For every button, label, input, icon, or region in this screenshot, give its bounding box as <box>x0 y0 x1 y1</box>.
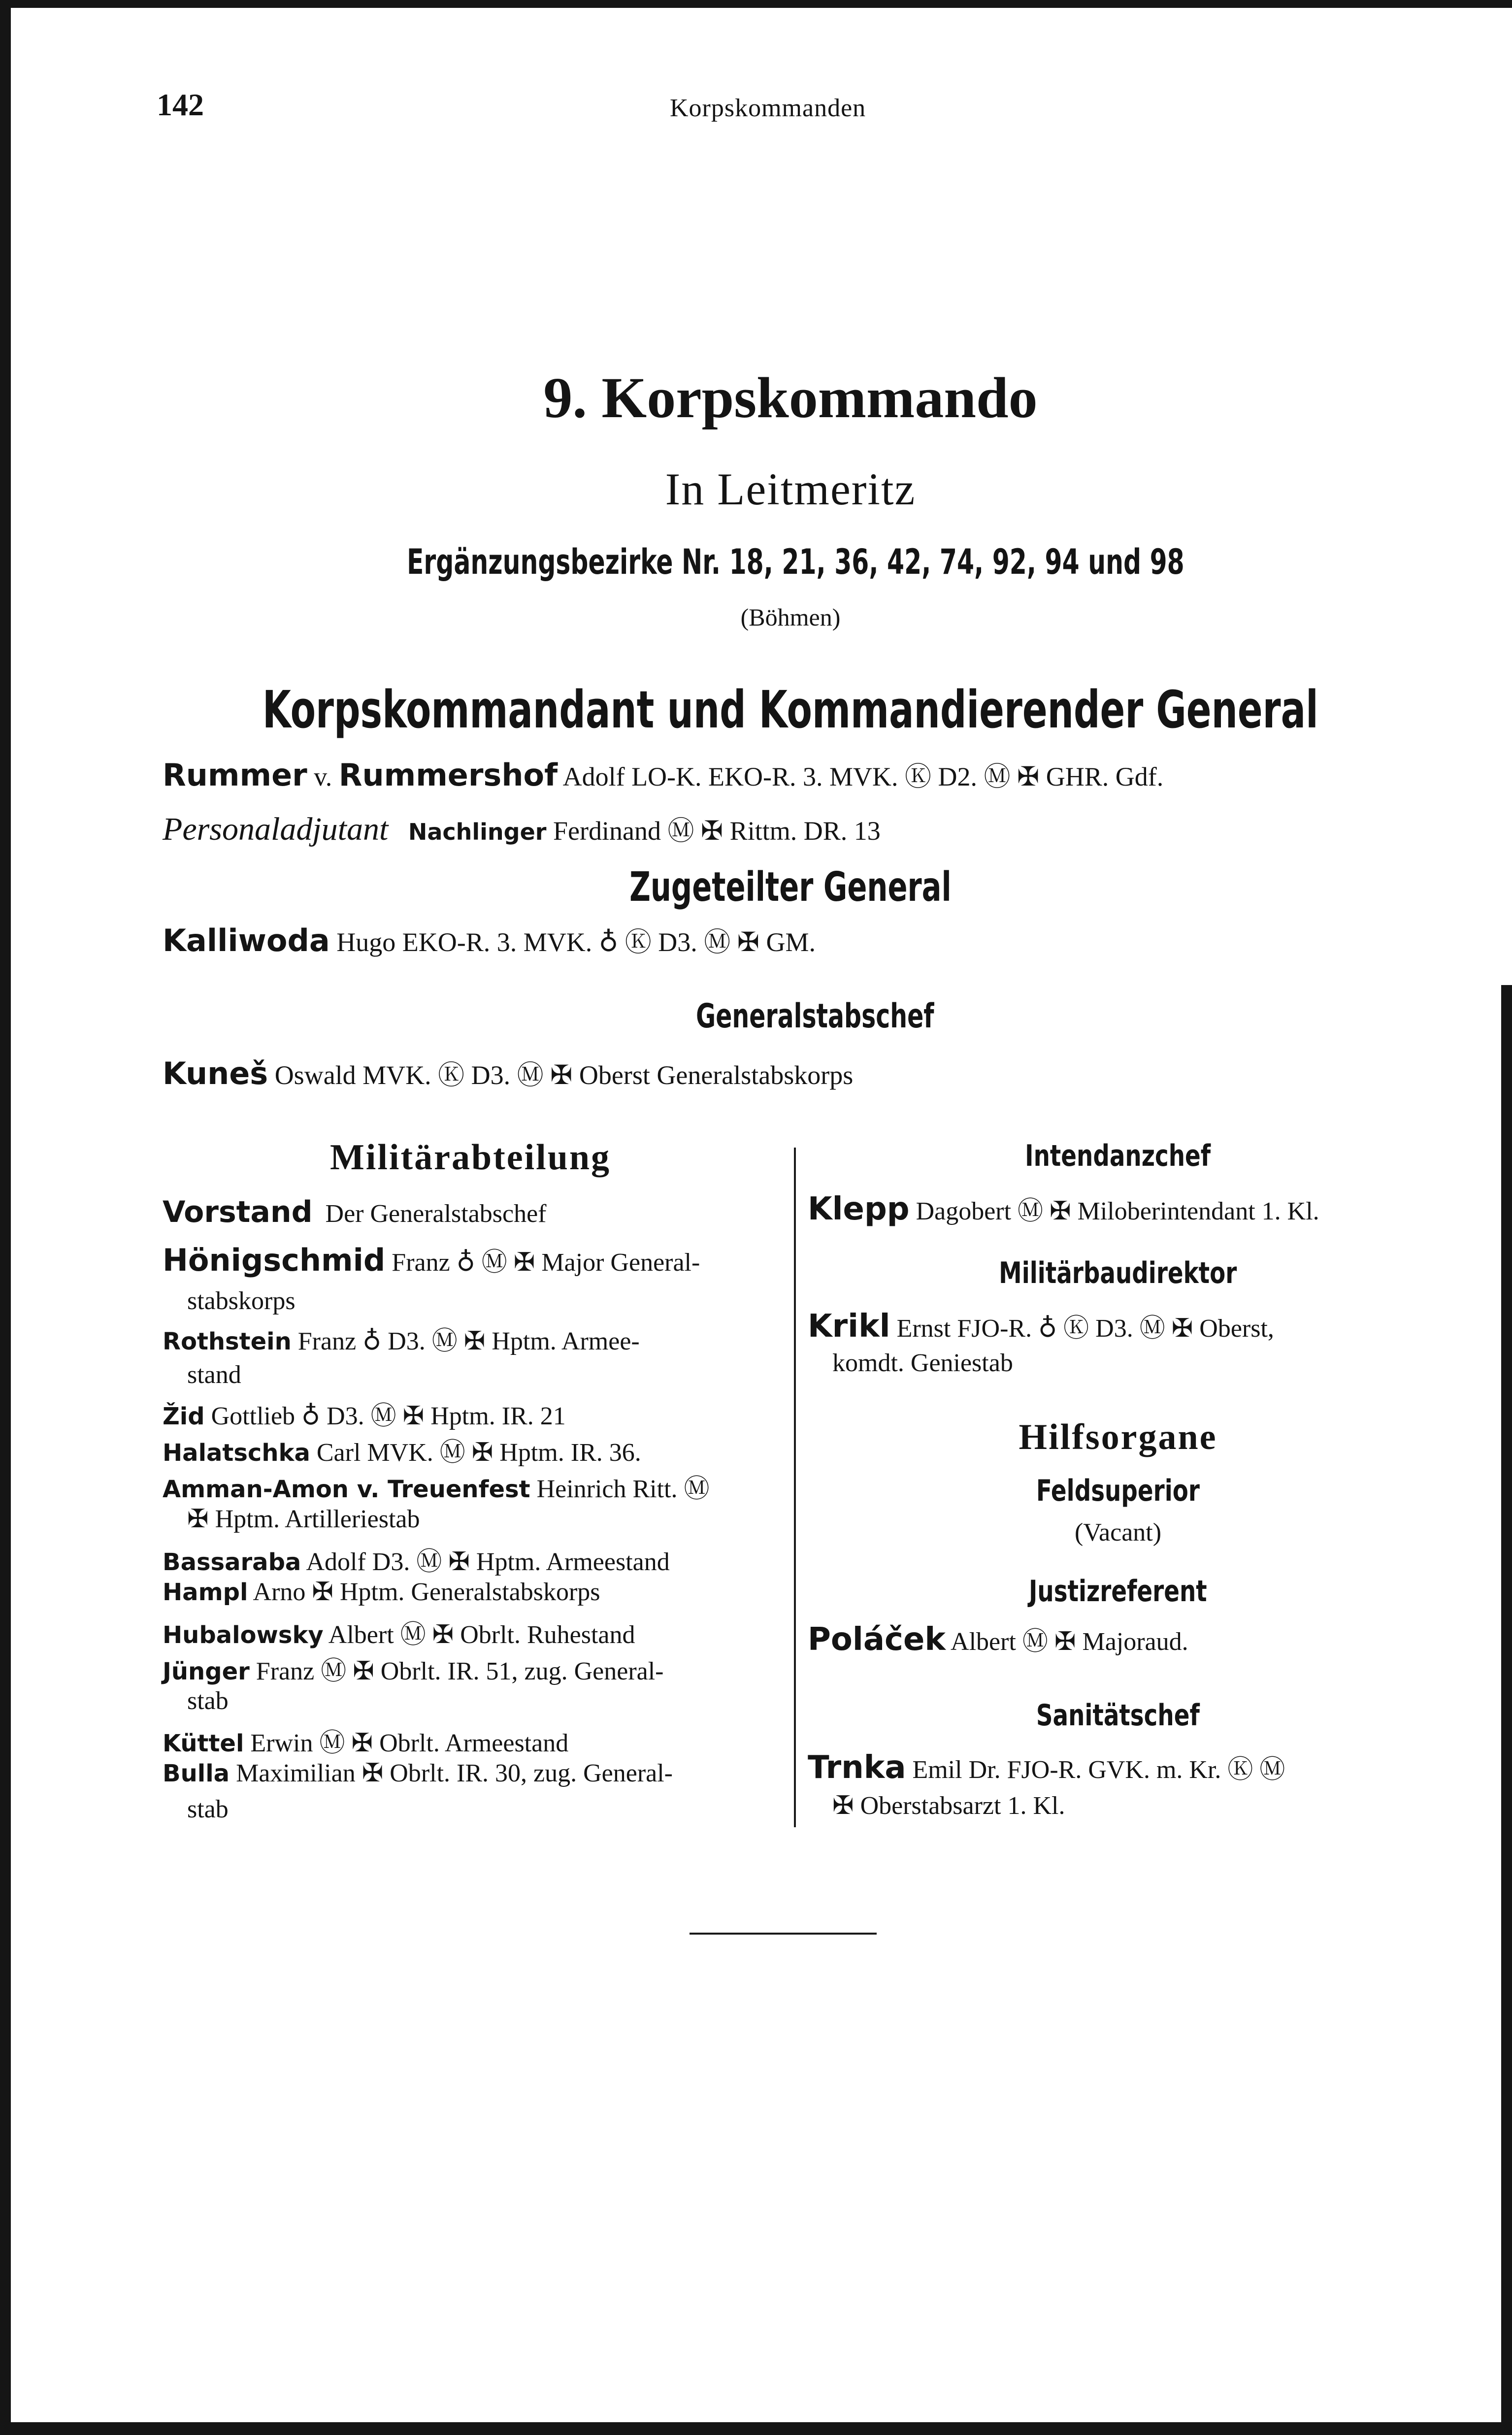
page-title: 9. Korpskommando <box>543 365 1038 430</box>
justiz-heading-text: Justizreferent <box>1029 1574 1207 1609</box>
entry-name: Bassaraba <box>163 1548 301 1576</box>
commander-surname: Rummer <box>163 757 307 793</box>
intendanz-heading <box>808 1139 1428 1173</box>
footer-rule <box>690 1933 877 1935</box>
entry-text: Franz ♁ D3. Ⓜ ✠ Hptm. Armee- <box>297 1327 640 1355</box>
entry-text: stand <box>187 1361 241 1389</box>
chief-of-staff-heading <box>0 997 1512 1036</box>
baudirektor-heading <box>808 1256 1428 1290</box>
feldsuperior-heading <box>808 1474 1428 1508</box>
entry-text: stab <box>187 1687 229 1715</box>
list-item <box>187 1795 229 1824</box>
assigned-general-heading-text: Zugeteilter General <box>629 864 952 911</box>
list-item <box>187 1686 229 1715</box>
intendanz-name: Klepp <box>808 1191 910 1227</box>
vorstand-entry <box>163 1195 547 1229</box>
list-item <box>187 1504 420 1534</box>
entry-text: Heinrich Ritt. Ⓜ <box>536 1475 710 1503</box>
baudirektor-entry <box>808 1307 1274 1345</box>
commander-second-name: Rummershof <box>338 757 558 793</box>
list-item <box>163 1431 641 1468</box>
feldsuperior-text: (Vacant) <box>1074 1518 1162 1547</box>
list-item <box>163 1758 673 1788</box>
assigned-general-surname: Kalliwoda <box>163 922 330 958</box>
section-heading-text: Korpskommandant und Kommandierender General <box>263 680 1318 740</box>
list-item <box>163 1395 566 1432</box>
chief-of-staff-details: MVK. Ⓚ D3. Ⓜ ✠ Oberst Generalstabskorps <box>362 1060 854 1090</box>
list-item <box>163 1541 670 1578</box>
adjutant-given: Ferdinand <box>553 816 661 846</box>
commander-section-heading <box>0 680 1512 740</box>
baudirektor-name: Krikl <box>808 1308 890 1345</box>
sanitaet-name: Trnka <box>808 1749 906 1786</box>
list-item <box>187 1286 296 1316</box>
adjutant-details: Ⓜ ✠ Rittm. DR. 13 <box>667 816 881 846</box>
entry-name: Amman-Amon v. Treuenfest <box>163 1476 530 1503</box>
intendanz-text: Dagobert Ⓜ ✠ Miloberintendant 1. Kl. <box>916 1197 1319 1225</box>
sanitaet-text: Emil Dr. FJO-R. GVK. m. Kr. Ⓚ Ⓜ <box>912 1756 1285 1784</box>
entry-name: Hampl <box>163 1579 248 1606</box>
scan-edge-bottom <box>0 2422 1512 2435</box>
commander-particle: v. <box>314 762 332 791</box>
chief-of-staff-surname: Kuneš <box>163 1055 268 1091</box>
entry-name: Bulla <box>163 1760 230 1787</box>
baudirektor-text: Ernst FJO-R. ♁ Ⓚ D3. Ⓜ ✠ Oberst, <box>896 1315 1274 1343</box>
sanitaet-entry <box>808 1748 1285 1786</box>
scan-edge-top <box>0 0 1512 8</box>
entry-text: ✠ Hptm. Artilleriestab <box>187 1505 420 1533</box>
entry-name: Halatschka <box>163 1439 310 1467</box>
sanitaet-heading <box>808 1698 1428 1733</box>
list-item <box>163 1650 663 1687</box>
vorstand-text: Der Generalstabschef <box>325 1200 547 1228</box>
list-item <box>163 1241 700 1278</box>
sanitaet-heading-text: Sanitätschef <box>1036 1698 1200 1733</box>
region-label: (Böhmen) <box>740 603 841 631</box>
intendanz-entry <box>808 1190 1319 1227</box>
assigned-general-entry <box>163 921 816 959</box>
page-subtitle: In Leitmeritz <box>665 464 916 514</box>
recruitment-districts <box>0 542 1512 583</box>
entry-text: Franz ♁ Ⓜ ✠ Major General- <box>392 1249 700 1277</box>
adjutant-role: Personaladjutant <box>163 811 389 847</box>
entry-text: stabskorps <box>187 1287 296 1315</box>
list-item <box>163 1468 710 1505</box>
feldsuperior-heading-text: Feldsuperior <box>1036 1474 1200 1508</box>
entry-text: Maximilian ✠ Obrlt. IR. 30, zug. General- <box>236 1759 673 1787</box>
entry-text: stab <box>187 1795 229 1823</box>
districts-text: Ergänzungsbezirke Nr. 18, 21, 36, 42, 74, 92, 94 und 98 <box>406 542 1184 582</box>
entry-text: Franz Ⓜ ✠ Obrlt. IR. 51, zug. General- <box>256 1657 664 1685</box>
justiz-heading <box>808 1574 1428 1609</box>
entry-text: Gottlieb ♁ D3. Ⓜ ✠ Hptm. IR. 21 <box>211 1402 566 1430</box>
assigned-general-heading <box>0 864 1512 911</box>
scan-edge-right <box>1501 985 1512 2435</box>
assigned-general-details: EKO-R. 3. MVK. ♁ Ⓚ D3. Ⓜ ✠ GM. <box>402 927 816 957</box>
entry-text: Arno ✠ Hptm. Generalstabskorps <box>253 1578 600 1606</box>
entry-name: Rothstein <box>163 1328 292 1355</box>
chief-of-staff-given: Oswald <box>274 1060 356 1090</box>
baudirektor-entry-continued: komdt. Geniestab <box>832 1349 1013 1377</box>
justiz-name: Poláček <box>808 1621 946 1658</box>
justiz-text: Albert Ⓜ ✠ Majoraud. <box>951 1628 1188 1656</box>
adjutant-surname: Nachlinger <box>408 819 547 845</box>
entry-name: Küttel <box>163 1730 244 1757</box>
chief-of-staff-heading-text: Generalstabschef <box>696 997 934 1036</box>
entry-name: Jünger <box>163 1658 250 1685</box>
list-item <box>163 1577 600 1607</box>
list-item <box>187 1360 241 1389</box>
running-head: Korpskommanden <box>670 94 866 122</box>
entry-name: Žid <box>163 1403 205 1430</box>
vorstand-label: Vorstand <box>163 1195 313 1229</box>
entry-text: Erwin Ⓜ ✠ Obrlt. Armeestand <box>250 1729 569 1757</box>
intendanz-heading-text: Intendanzchef <box>1025 1139 1211 1173</box>
list-item <box>163 1320 640 1357</box>
justiz-entry <box>808 1620 1188 1658</box>
entry-text: Albert Ⓜ ✠ Obrlt. Ruhestand <box>328 1621 635 1649</box>
entry-text: Carl MVK. Ⓜ ✠ Hptm. IR. 36. <box>316 1439 641 1467</box>
assigned-general-given: Hugo <box>336 927 396 957</box>
entry-name: Hubalowsky <box>163 1621 324 1649</box>
entry-text: Adolf D3. Ⓜ ✠ Hptm. Armeestand <box>306 1548 670 1576</box>
chief-of-staff-entry <box>163 1054 853 1092</box>
adjutant-entry <box>163 810 881 848</box>
entry-name: Hönigschmid <box>163 1242 386 1278</box>
list-item <box>163 1722 568 1759</box>
militaerabteilung-heading: Militärabteilung <box>329 1137 611 1178</box>
page-number: 142 <box>157 87 204 122</box>
sanitaet-entry-continued: ✠ Oberstabsarzt 1. Kl. <box>832 1792 1065 1820</box>
commander-given: Adolf <box>562 762 625 791</box>
list-item <box>163 1613 635 1650</box>
column-divider <box>794 1148 796 1827</box>
commander-entry <box>163 756 1163 793</box>
hilfsorgane-heading: Hilfsorgane <box>1019 1417 1217 1457</box>
baudirektor-heading-text: Militärbaudirektor <box>999 1256 1237 1290</box>
commander-details: LO-K. EKO-R. 3. MVK. Ⓚ D2. Ⓜ ✠ GHR. Gdf. <box>631 762 1164 791</box>
